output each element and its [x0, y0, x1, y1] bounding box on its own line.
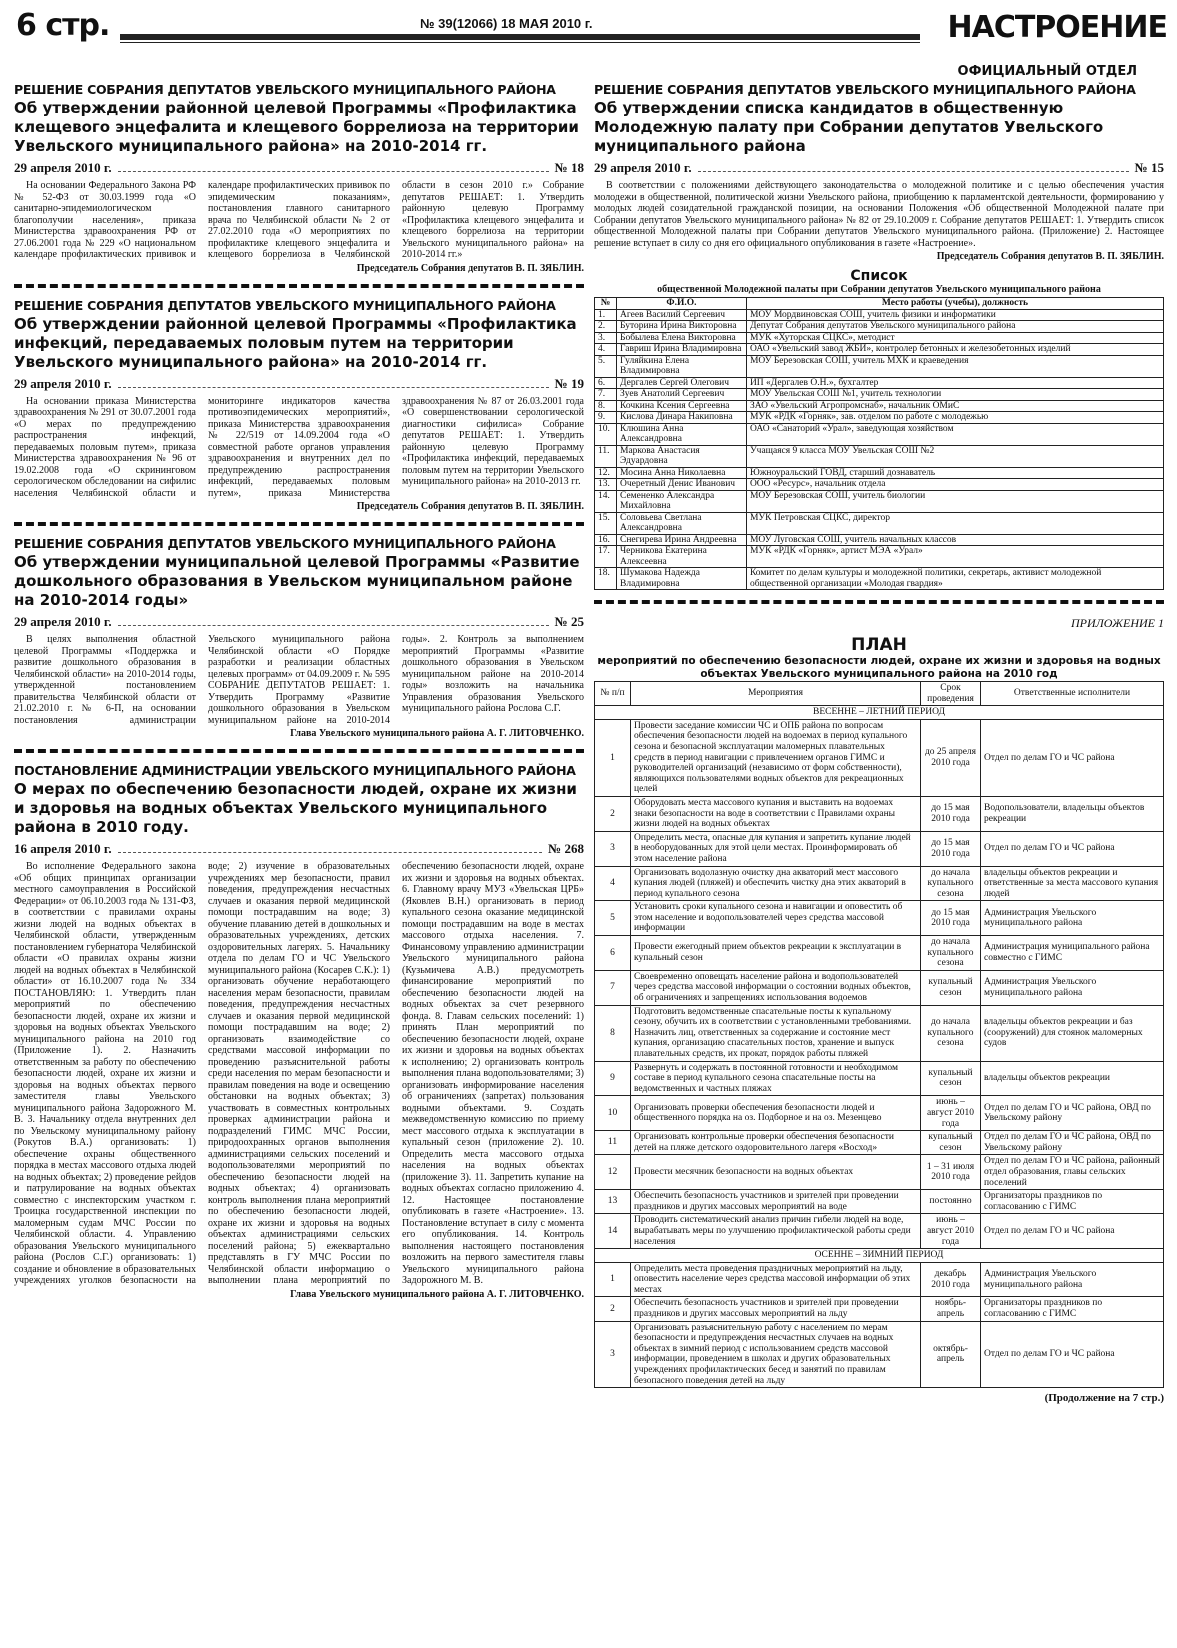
- table-cell: 13: [595, 1190, 631, 1214]
- table-row: [595, 866, 1164, 901]
- table-cell: 6.: [595, 377, 617, 389]
- table-cell: Очеретный Денис Иванович: [617, 479, 747, 491]
- article-body: На основании приказа Министерства здравоохранения № 291 от 30.07.2001 года «О мерах по предупреждению распространения инфекций, передаваемых половым путем», приказа Министерства здравоохранения № 96 от 19.02.2008 года «О скрининговом серологическом обследовании на сифилис населения Челябинской области и мониторинге индикаторов качества противоэпидемических мероприятий», приказа Министерства здравоохранения № 22/519 от 14.09.2004 года «О совместной работе органов управления здравоохранения и внутренних дел по предупреждению распространения инфекций, передаваемых половым путем», приказа Министерства здравоохранения № 87 от 26.03.2001 года «О совершенствовании серологической диагностики сифилиса» Собрание депутатов РЕШАЕТ: 1. Утвердить районную целевую Программу «Профилактика инфекций, передаваемых половым путем на территории Увельского муниципального района» на 2010-2013 гг.: [14, 395, 584, 499]
- paper-name: НАСТРОЕНИЕ: [947, 10, 1167, 45]
- table-cell: Бобылева Елена Викторовна: [617, 332, 747, 344]
- table-cell: 3.: [595, 332, 617, 344]
- article-body: В целях выполнения областной целевой Программы «Поддержка и развитие дошкольного образования в Челябинской области» на 2010-2014 годы, утвержденной постановлением правительства Челябинской области от 21.02.2010 г. № 6-П, на основании постановления администрации Увельского муниципального района Челябинской области «О Порядке разработки и реализации областных целевых программ» от 04.09.2009 г. № 595 СОБРАНИЕ ДЕПУТАТОВ РЕШАЕТ: 1. Утвердить Программу «Развитие дошкольного образования в Увельском муниципальном районе на 2010-2014 годы». 2. Контроль за выполнением мероприятий Программы «Развитие дошкольного образования в Увельском муниципальном районе на 2010-2014 годы» возложить на начальника Управления образования Увельского муниципального района Рослова С.Г.: [14, 634, 584, 726]
- article-kicker: ПОСТАНОВЛЕНИЕ АДМИНИСТРАЦИИ УВЕЛЬСКОГО МУНИЦИПАЛЬНОГО РАЙОНА: [14, 763, 576, 778]
- table-cell: Гуляйкина Елена Владимировна: [617, 355, 747, 377]
- table-row: [595, 1214, 1164, 1249]
- article-date: 29 апреля 2010 г.: [14, 160, 112, 175]
- dashed-separator: [14, 749, 584, 755]
- table-cell: Учащаяся 9 класса МОУ Увельская СОШ №2: [746, 445, 1163, 467]
- table-cell: Отдел по делам ГО и ЧС района: [981, 831, 1164, 866]
- table-row: [595, 936, 1164, 971]
- table-cell: 12.: [595, 467, 617, 479]
- table-cell: МУК «РДК «Горняк», зав. отделом по работе с молодежью: [746, 412, 1163, 424]
- table-cell: ноябрь-апрель: [921, 1297, 981, 1321]
- dashed-separator: [14, 284, 584, 290]
- table-cell: до начала купального сезона: [921, 936, 981, 971]
- article-headline: Об утверждении районной целевой Программы «Профилактика клещевого энцефалита и клещевого боррелиоза на территории Увельского муниципального района» на 2010-2014 гг.: [14, 99, 579, 155]
- section-name: ОФИЦИАЛЬНЫЙ ОТДЕЛ: [957, 64, 1137, 79]
- table-cell: Определить места, опасные для купания и запретить купание людей в необорудованных для этой цели местах. Проинформировать об этом население района: [631, 831, 921, 866]
- table-cell: Семененко Александра Михайловна: [617, 490, 747, 512]
- period-row: [595, 706, 1164, 720]
- table-cell: Провести заседание комиссии ЧС и ОПБ района по вопросам обеспечения безопасности людей на водоемах в период купального сезона и безопасной эксплуатации маломерных плавательных средств в период навигации с привлечением органов ГИМС и руководителей организаций (независимо от форм собственности), являющихся пользователями водных объектов для рекреационных целей: [631, 719, 921, 796]
- table-header-row: [595, 298, 1164, 310]
- table-cell: 5: [595, 901, 631, 936]
- article-body: На основании Федерального Закона РФ № 52-ФЗ от 30.03.1999 года «О санитарно-эпидемиологическом благополучии населения», приказа Министерства здравоохранения РФ от 27.06.2001 года № 229 «О национальном календаре профилактических прививок и календаре профилактических прививок по эпидемическим показаниям», постановления главного санитарного врача по Челябинской области № 2 от 27.02.2010 года «О мероприятиях по профилактике клещевого энцефалита и клещевого боррелиоза в Челябинской области в сезон 2010 г.» Собрание депутатов РЕШАЕТ: 1. Утвердить районную целевую Программу «Профилактика клещевого энцефалита и клещевого боррелиоза на территории Увельского муниципального района» на 2010-2014 гг.»: [14, 180, 584, 260]
- table-cell: Провести ежегодный прием объектов рекреации к эксплуатации в купальный сезон: [631, 936, 921, 971]
- table-cell: 10.: [595, 423, 617, 445]
- table-row: [595, 1005, 1164, 1061]
- article-decision-15: [594, 82, 1164, 590]
- table-cell: Установить сроки купального сезона и навигации и оповестить об этом население и водопользователей через средства массовой информации: [631, 901, 921, 936]
- table-cell: 9: [595, 1061, 631, 1096]
- table-row: [595, 332, 1164, 344]
- table-cell: до начала купального сезона: [921, 1005, 981, 1061]
- table-cell: ООО «Ресурс», начальник отдела: [746, 479, 1163, 491]
- column-header: №: [595, 298, 617, 310]
- table-row: [595, 479, 1164, 491]
- table-cell: Организаторы праздников по согласованию с ГИМС: [981, 1297, 1164, 1321]
- article-signature: Председатель Собрания депутатов В. П. ЗЯБЛИН.: [356, 262, 584, 274]
- continued-note: (Продолжение на 7 стр.): [1044, 1392, 1164, 1405]
- table-cell: Администрация Увельского муниципального района: [981, 1262, 1164, 1297]
- table-cell: Организовать водолазную очистку дна акваторий мест массового купания людей (пляжей) и обеспечить чистку дна этих акваторий в период купального сезона: [631, 866, 921, 901]
- table-cell: Организаторы праздников по согласованию с ГИМС: [981, 1190, 1164, 1214]
- article-body: В соответствии с положениями действующего законодательства о молодежной политике и с целью обеспечения участия молодежи в общественной, политической жизни Увельского района, приобщению к парламентской деятельности, формированию у молодых людей созидательной гражданской позиции, на основании Положения «Об общественной Молодежной палате при Собрании депутатов Увельского муниципального района» № 82 от 29.10.2009 г. Собрание депутатов РЕШАЕТ: 1. Утвердить список общественной Молодежной палаты при Собрании депутатов Увельского муниципального района. (Приложение) 2. Настоящее решение вступает в силу со дня его официального опубликования в газете «Настроение».: [594, 180, 1164, 249]
- table-row: [595, 546, 1164, 568]
- table-row: [595, 1061, 1164, 1096]
- table-row: [595, 1190, 1164, 1214]
- article-kicker: РЕШЕНИЕ СОБРАНИЯ ДЕПУТАТОВ УВЕЛЬСКОГО МУНИЦИПАЛЬНОГО РАЙОНА: [14, 536, 556, 551]
- members-list-subtitle: общественной Молодежной палаты при Собрании депутатов Увельского муниципального района: [657, 284, 1101, 295]
- table-cell: 9.: [595, 412, 617, 424]
- table-cell: 3: [595, 831, 631, 866]
- table-row: [595, 534, 1164, 546]
- table-cell: Отдел по делам ГО и ЧС района: [981, 1214, 1164, 1249]
- page-number: 6 стр.: [16, 8, 110, 43]
- table-cell: ВЕСЕННЕ – ЛЕТНИЙ ПЕРИОД: [595, 706, 1164, 720]
- table-cell: МОУ Березовская СОШ, учитель МХК и краеведения: [746, 355, 1163, 377]
- table-cell: 11.: [595, 445, 617, 467]
- table-row: [595, 377, 1164, 389]
- table-cell: Отдел по делам ГО и ЧС района, районный отдел образования, главы сельских поселений: [981, 1155, 1164, 1190]
- table-cell: Отдел по делам ГО и ЧС района: [981, 1321, 1164, 1388]
- table-cell: 4: [595, 866, 631, 901]
- table-row: [595, 355, 1164, 377]
- table-cell: 1: [595, 719, 631, 796]
- table-cell: ЗАО «Увельский Агропромснаб», начальник ОМиС: [746, 400, 1163, 412]
- table-cell: Агеев Василий Сергеевич: [617, 309, 747, 321]
- table-cell: Развернуть и содержать в постоянной готовности и необходимом составе в период купального сезона спасательные посты на ведомственных и частных пляжах: [631, 1061, 921, 1096]
- right-column: [594, 82, 1164, 1404]
- table-row: [595, 445, 1164, 467]
- table-cell: Подготовить ведомственные спасательные посты к купальному сезону, обучить их в соответствии с установленными требованиями. Назначить лиц, ответственных за содержание и состояние мест купания, организацию спасательных постов, хранение и выпуск плавательных средств, их прокат, порядок работы пляжей: [631, 1005, 921, 1061]
- members-list-title: Список: [850, 268, 908, 284]
- table-cell: купальный сезон: [921, 1131, 981, 1155]
- table-cell: 12: [595, 1155, 631, 1190]
- table-row: [595, 344, 1164, 356]
- dashed-separator: [594, 600, 1164, 606]
- table-cell: октябрь-апрель: [921, 1321, 981, 1388]
- table-cell: Своевременно оповещать население района и водопользователей через средства массовой информации о состоянии водных объектов, об ограничениях и запрещениях использования водоемов: [631, 970, 921, 1005]
- table-cell: 14.: [595, 490, 617, 512]
- masthead: [10, 8, 1167, 79]
- table-row: [595, 512, 1164, 534]
- table-cell: Шумакова Надежда Владимировна: [617, 568, 747, 590]
- table-cell: 7.: [595, 389, 617, 401]
- article-number: № 18: [554, 160, 584, 175]
- table-row: [595, 321, 1164, 333]
- article-dateline: [14, 614, 584, 630]
- table-cell: Зуев Анатолий Сергеевич: [617, 389, 747, 401]
- table-cell: 5.: [595, 355, 617, 377]
- table-cell: 16.: [595, 534, 617, 546]
- article-decision-25: [14, 536, 584, 739]
- table-cell: 6: [595, 936, 631, 971]
- article-headline: О мерах по обеспечению безопасности людей, охране их жизни и здоровья на водных объектах Увельского муниципального района в 2010 году.: [14, 780, 577, 836]
- article-decision-18: [14, 82, 584, 274]
- article-signature: Глава Увельского муниципального района А. Г. ЛИТОВЧЕНКО.: [290, 1288, 584, 1300]
- table-cell: Снегирева Ирина Андреевна: [617, 534, 747, 546]
- table-cell: Гавриш Ирина Владимировна: [617, 344, 747, 356]
- table-cell: Организовать разъяснительную работу с населением по мерам безопасности и предупреждения несчастных случаев на водных объектах в зимний период с использованием средств массовой информации, проведением в школах и других образовательных учреждениях профилактических бесед и занятий по правилам безопасного поведения детей на льду: [631, 1321, 921, 1388]
- article-signature: Председатель Собрания депутатов В. П. ЗЯБЛИН.: [356, 501, 584, 512]
- table-cell: 1.: [595, 309, 617, 321]
- table-cell: владельцы объектов рекреации и баз (сооружений) для стоянок маломерных судов: [981, 1005, 1164, 1061]
- table-cell: МУК Петровская СЦКС, директор: [746, 512, 1163, 534]
- left-column: [14, 82, 584, 1310]
- period-row: [595, 1249, 1164, 1263]
- table-row: [595, 1155, 1164, 1190]
- table-cell: Оборудовать места массового купания и выставить на водоемах знаки безопасности на воде в соответствии с Правилами охраны жизни людей на водных объектах: [631, 796, 921, 831]
- article-headline: Об утверждении списка кандидатов в общественную Молодежную палату при Собрании депутатов Увельского муниципального района: [594, 99, 1104, 155]
- table-cell: Клюшина Анна Александровна: [617, 423, 747, 445]
- article-headline: Об утверждении муниципальной целевой Программы «Развитие дошкольного образования в Увельском муниципальном районе на 2010-2014 годы»: [14, 553, 580, 609]
- article-kicker: РЕШЕНИЕ СОБРАНИЯ ДЕПУТАТОВ УВЕЛЬСКОГО МУНИЦИПАЛЬНОГО РАЙОНА: [14, 297, 556, 313]
- table-cell: июнь – август 2010 года: [921, 1214, 981, 1249]
- article-dateline: [594, 160, 1164, 176]
- table-cell: 4.: [595, 344, 617, 356]
- table-cell: 10: [595, 1096, 631, 1131]
- table-cell: Соловьева Светлана Александровна: [617, 512, 747, 534]
- table-cell: 17.: [595, 546, 617, 568]
- table-cell: 1: [595, 1262, 631, 1297]
- article-kicker: РЕШЕНИЕ СОБРАНИЯ ДЕПУТАТОВ УВЕЛЬСКОГО МУНИЦИПАЛЬНОГО РАЙОНА: [594, 82, 1136, 97]
- article-resolution-268: [14, 763, 584, 1300]
- table-cell: Отдел по делам ГО и ЧС района, ОВД по Увельскому району: [981, 1096, 1164, 1131]
- table-cell: Буторина Ирина Викторовна: [617, 321, 747, 333]
- table-row: [595, 1096, 1164, 1131]
- table-cell: ОАО «Санаторий «Урал», заведующая хозяйством: [746, 423, 1163, 445]
- table-cell: МОУ Увельская СОШ №1, учитель технологии: [746, 389, 1163, 401]
- table-cell: Провести месячник безопасности на водных объектах: [631, 1155, 921, 1190]
- table-cell: Администрация Увельского муниципального района: [981, 901, 1164, 936]
- table-cell: владельцы объектов рекреации и ответственные за места массового купания людей: [981, 866, 1164, 901]
- table-cell: ИП «Дергалев О.Н.», бухгалтер: [746, 377, 1163, 389]
- article-date: 29 апреля 2010 г.: [594, 160, 692, 175]
- table-cell: 14: [595, 1214, 631, 1249]
- table-row: [595, 1297, 1164, 1321]
- article-signature: Председатель Собрания депутатов В. П. ЗЯБЛИН.: [936, 251, 1164, 262]
- article-date: 29 апреля 2010 г.: [14, 614, 112, 629]
- table-cell: 8: [595, 1005, 631, 1061]
- table-cell: Администрация Увельского муниципального района: [981, 970, 1164, 1005]
- table-cell: купальный сезон: [921, 970, 981, 1005]
- table-cell: ОАО «Увельский завод ЖБИ», контролер бетонных и железобетонных изделий: [746, 344, 1163, 356]
- table-row: [595, 1131, 1164, 1155]
- masthead-rule-thin: [120, 42, 920, 43]
- table-cell: Администрация муниципального района совместно с ГИМС: [981, 936, 1164, 971]
- table-cell: ОСЕННЕ – ЗИМНИЙ ПЕРИОД: [595, 1249, 1164, 1263]
- dashed-separator: [14, 522, 584, 528]
- table-cell: постоянно: [921, 1190, 981, 1214]
- table-cell: декабрь 2010 года: [921, 1262, 981, 1297]
- table-cell: Отдел по делам ГО и ЧС района, ОВД по Увельскому району: [981, 1131, 1164, 1155]
- table-cell: Организовать проверки обеспечения безопасности людей и общественного порядка на оз. Подборное и на оз. Мезенцево: [631, 1096, 921, 1131]
- plan-table: [594, 681, 1164, 1388]
- table-row: [595, 901, 1164, 936]
- table-row: [595, 719, 1164, 796]
- table-cell: до 15 мая 2010 года: [921, 901, 981, 936]
- article-number: № 25: [554, 614, 584, 629]
- table-header-row: [595, 682, 1164, 706]
- appendix-label: ПРИЛОЖЕНИЕ 1: [1071, 616, 1164, 630]
- article-decision-19: [14, 298, 584, 513]
- table-cell: МУК «Хуторская СЦКС», методист: [746, 332, 1163, 344]
- table-row: [595, 412, 1164, 424]
- article-number: № 268: [548, 841, 584, 856]
- table-cell: МОУ Луговская СОШ, учитель начальных классов: [746, 534, 1163, 546]
- table-row: [595, 467, 1164, 479]
- table-cell: Определить места проведения праздничных мероприятий на льду, оповестить население через средства массовой информации об этих местах: [631, 1262, 921, 1297]
- plan-subtitle: мероприятий по обеспечению безопасности людей, охране их жизни и здоровья на водных объектах Увельского муниципального района на 2010 год: [597, 655, 1161, 680]
- masthead-rule: [120, 34, 920, 40]
- table-cell: 2: [595, 1297, 631, 1321]
- table-cell: 2: [595, 796, 631, 831]
- table-row: [595, 389, 1164, 401]
- table-row: [595, 970, 1164, 1005]
- members-table: [594, 297, 1164, 590]
- table-cell: 7: [595, 970, 631, 1005]
- table-cell: Маркова Анастасия Эдуардовна: [617, 445, 747, 467]
- table-cell: июнь – август 2010 года: [921, 1096, 981, 1131]
- table-cell: 8.: [595, 400, 617, 412]
- table-cell: Обеспечить безопасность участников и зрителей при проведении праздников и других массовых мероприятий на воде: [631, 1190, 921, 1214]
- table-cell: Отдел по делам ГО и ЧС района: [981, 719, 1164, 796]
- table-row: [595, 1262, 1164, 1297]
- article-date: 29 апреля 2010 г.: [14, 375, 112, 391]
- article-number: № 19: [554, 375, 584, 391]
- issue-line: № 39(12066) 18 МАЯ 2010 г.: [420, 16, 593, 31]
- article-signature: Глава Увельского муниципального района А. Г. ЛИТОВЧЕНКО.: [290, 728, 584, 739]
- table-cell: МУК «РДК «Горняк», артист МЭА «Урал»: [746, 546, 1163, 568]
- table-cell: Южноуральский ГОВД, старший дознаватель: [746, 467, 1163, 479]
- table-cell: Депутат Собрания депутатов Увельского муниципального района: [746, 321, 1163, 333]
- table-cell: Проводить систематический анализ причин гибели людей на воде, вырабатывать меры по улучшению профилактической работы среди населения: [631, 1214, 921, 1249]
- table-row: [595, 400, 1164, 412]
- table-cell: до 15 мая 2010 года: [921, 831, 981, 866]
- article-date: 16 апреля 2010 г.: [14, 841, 112, 856]
- table-cell: Черникова Екатерина Алексеевна: [617, 546, 747, 568]
- table-cell: Кислова Динара Накиповна: [617, 412, 747, 424]
- table-cell: 11: [595, 1131, 631, 1155]
- article-body: Во исполнение Федерального закона «Об общих принципах организации местного самоуправления в Российской Федерации» от 06.10.2003 года № 131-ФЗ, в соответствии с правилами охраны жизни людей на водных объектах в Челябинской области, утвержденным постановлением губернатора Челябинской области «О правилах охраны жизни людей на водных объектах в Челябинской области» от 16.10.2007 года № 334 ПОСТАНОВЛЯЮ: 1. Утвердить план мероприятий по обеспечению безопасности людей, охране их жизни и здоровья на водных объектах Увельского муниципального района на 2010 год (Приложение 1). 2. Назначить ответственным за работу по обеспечению безопасности людей, охране их жизни и здоровья на водных объектах первого заместителя главы Увельского муниципального района Задорожного М. В. 3. Начальнику отдела внутренних дел по Увельскому муниципальному району (Рокутов В.А.) организовать: 1) обеспечение охраны общественного порядка в местах массового отдыха людей на водных объектах; 2) проведение рейдов и патрулирование на водных объектах совместно с инспекторским участком г. Троицка государственной инспекции по маломерным судам МЧС России по Челябинской области. 4. Управлению образования Увельского муниципального района (Рослов С.Г.) организовать: 1) создание и обновление в образовательных учреждениях уголков безопасности на воде; 2) изучение в образовательных учреждениях мер безопасности, правил поведения, предупреждения несчастных случаев и оказания первой медицинской помощи пострадавшим на воде; 3) обучение плаванию детей в дошкольных и образовательных учреждениях, детских оздоровительных лагерях. 5. Начальнику отдела по делам ГО и ЧС Увельского муниципального района (Косарев С.К.): 1) организовать обучение неработающего населения мерам безопасности, правилам поведения, предупреждения несчастных случаев и оказания первой медицинской помощи пострадавшим на воде; 2) организовать взаимодействие со средствами массовой информации по проведению разъяснительной работы среди населения по мерам безопасности и правилам поведения на воде и освещению обстановки на водных объектах; 3) участвовать в совместных контрольных проверках администрации района и подразделений ГИМС МЧС России, природоохранных органов выполнения администрациями сельских поселений и водопользователями мероприятий по обеспечению безопасности людей на водных объектах; 4) организовать контроль выполнения плана мероприятий по обеспечению безопасности людей, охране их жизни и здоровья на водных объектах администрациями сельских поселений района; 5) ежеквартально представлять в ГУ МЧС России по Челябинской области информацию о выполнении плана мероприятий по обеспечению безопасности людей, охране их жизни и здоровья на водных объектах. 6. Главному врачу МУЗ «Увельская ЦРБ» (Яковлев В.Н.) организовать в период купального сезона оказание медицинской помощи пострадавшим на воде в местах массового отдыха населения. 7. Финансовому управлению администрации Увельского муниципального района (Кузьмичева А.В.) предусмотреть финансирование мероприятий по обеспечению безопасности людей на водных объектах за счет резервного фонда. 8. Главам сельских поселений: 1) принять План мероприятий по обеспечению безопасности людей, охране их жизни и здоровья на водных объектах к исполнению; 2) организовать контроль выполнения плана водопользователями; 3) организовать информирование населения об ограничениях (запретах) пользования водными объектами. 9. Создать межведомственную комиссию по приему мест массового отдыха к эксплуатации в купальный сезон (приложение 2). 10. Определить места массового отдыха населения на водных объектах (приложение 3). 11. Запретить купание на водных объектах согласно приложению 4. 12. Настоящее постановление опубликовать в газете «Настроение». 13. Постановление вступает в силу с момента его опубликования. 14. Контроль выполнения настоящего постановления возложить на первого заместителя главы Увельского муниципального района Задорожного М. В.: [14, 861, 584, 1286]
- table-cell: Водопользователи, владельцы объектов рекреации: [981, 796, 1164, 831]
- column-header: Ф.И.О.: [617, 298, 747, 310]
- plan-title: ПЛАН: [851, 635, 907, 655]
- table-row: [595, 568, 1164, 590]
- article-number: № 15: [1134, 160, 1164, 175]
- table-cell: 13.: [595, 479, 617, 491]
- table-cell: МОУ Березовская СОШ, учитель биологии: [746, 490, 1163, 512]
- table-cell: 18.: [595, 568, 617, 590]
- article-dateline: [14, 160, 584, 176]
- table-cell: 15.: [595, 512, 617, 534]
- table-cell: до 25 апреля 2010 года: [921, 719, 981, 796]
- article-kicker: РЕШЕНИЕ СОБРАНИЯ ДЕПУТАТОВ УВЕЛЬСКОГО МУНИЦИПАЛЬНОГО РАЙОНА: [14, 82, 556, 97]
- column-header: Срок проведения: [921, 682, 981, 706]
- article-headline: Об утверждении районной целевой Программы «Профилактика инфекций, передаваемых половым путем на территории Увельского муниципального района» на 2010-2014 гг.: [14, 314, 577, 371]
- table-cell: МОУ Мордвиновская СОШ, учитель физики и информатики: [746, 309, 1163, 321]
- table-row: [595, 796, 1164, 831]
- table-row: [595, 309, 1164, 321]
- column-header: Мероприятия: [631, 682, 921, 706]
- table-cell: владельцы объектов рекреации: [981, 1061, 1164, 1096]
- article-dateline: [14, 376, 584, 392]
- table-row: [595, 423, 1164, 445]
- column-header: Место работы (учебы), должность: [746, 298, 1163, 310]
- table-cell: Дергалев Сергей Олегович: [617, 377, 747, 389]
- table-row: [595, 831, 1164, 866]
- table-cell: Организовать контрольные проверки обеспечения безопасности детей на пляже детского оздоровительного лагеря «Восход»: [631, 1131, 921, 1155]
- table-cell: купальный сезон: [921, 1061, 981, 1096]
- table-cell: 2.: [595, 321, 617, 333]
- table-cell: 3: [595, 1321, 631, 1388]
- column-header: № п/п: [595, 682, 631, 706]
- table-cell: Комитет по делам культуры и молодежной политики, секретарь, активист молодежной общественной организации «Молодая гвардия»: [746, 568, 1163, 590]
- column-header: Ответственные исполнители: [981, 682, 1164, 706]
- article-dateline: [14, 841, 584, 857]
- table-cell: до начала купального сезона: [921, 866, 981, 901]
- table-cell: Обеспечить безопасность участников и зрителей при проведении праздников и других массовых мероприятий на льду: [631, 1297, 921, 1321]
- table-cell: Кочкина Ксения Сергеевна: [617, 400, 747, 412]
- table-row: [595, 1321, 1164, 1388]
- table-cell: до 15 мая 2010 года: [921, 796, 981, 831]
- table-cell: 1 – 31 июля 2010 года: [921, 1155, 981, 1190]
- table-cell: Мосина Анна Николаевна: [617, 467, 747, 479]
- table-row: [595, 490, 1164, 512]
